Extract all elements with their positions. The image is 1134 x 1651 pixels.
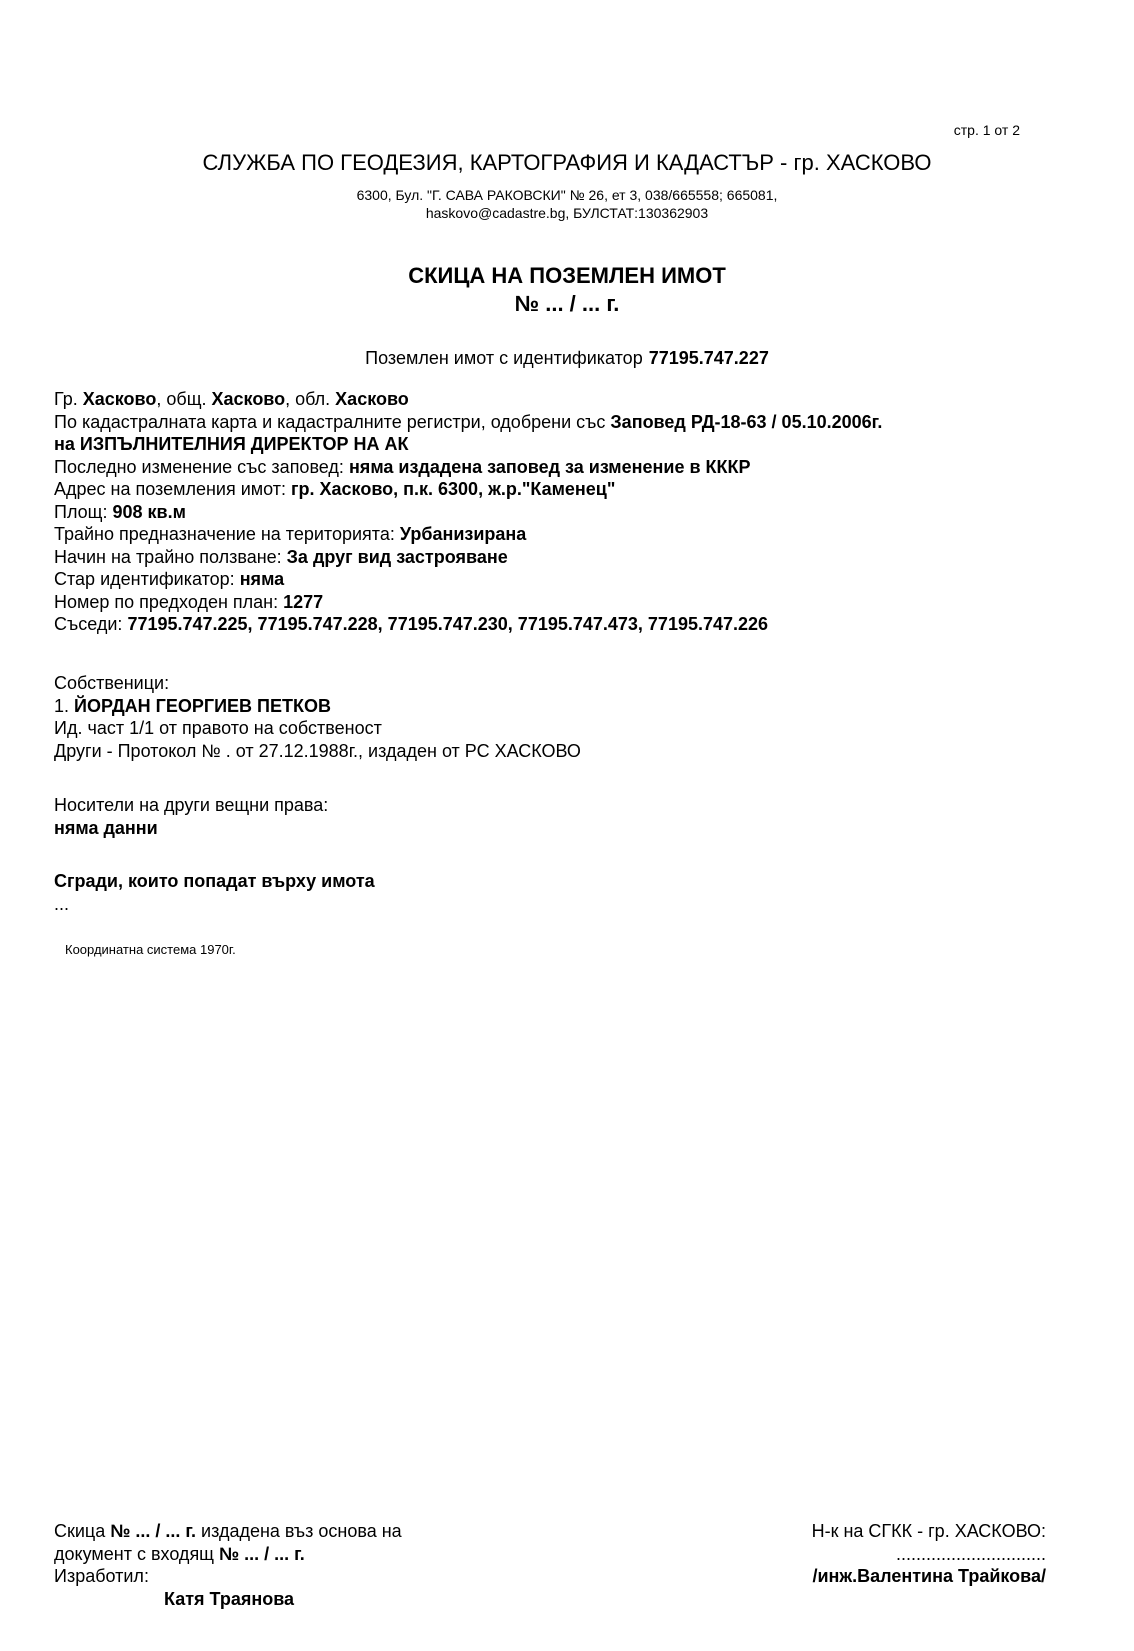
prepared-by-label: Изработил: [54, 1566, 149, 1586]
property-identifier [0, 348, 1134, 369]
usage-line [54, 546, 882, 569]
neighbours-label: Съседи: [54, 614, 128, 634]
owner-name: ЙОРДАН ГЕОРГИЕВ ПЕТКОВ [74, 695, 331, 716]
neighbours-line [54, 613, 882, 636]
owners-label: Собственици: [54, 673, 170, 693]
buildings-value: ... [54, 893, 70, 914]
incoming-doc-number: № ... / ... г. [219, 1543, 305, 1564]
owner-share: Ид. част 1/1 от правото на собственост [54, 718, 382, 738]
document-number: № ... / ... г. [514, 291, 620, 316]
address-line [54, 478, 882, 501]
owner-index: 1. [54, 695, 75, 716]
cadastre-order: Заповед РД-18-63 / 05.10.2006г. [610, 411, 883, 432]
area-value: 908 кв.м [112, 501, 186, 522]
footer-left [54, 1520, 402, 1610]
purpose-value: Урбанизирана [399, 524, 527, 544]
property-info [54, 388, 882, 636]
rights-value [54, 817, 328, 840]
sketch-basis-line [54, 1520, 402, 1543]
footer-right [812, 1520, 1046, 1588]
document-title: СКИЦА НА ПОЗЕМЛЕН ИМОТ [408, 263, 726, 288]
address-value: гр. Хасково, п.к. 6300, ж.р."Каменец" [291, 479, 616, 499]
organization-name: СЛУЖБА ПО ГЕОДЕЗИЯ, КАРТОГРАФИЯ И КАДАСТЪР - гр. ХАСКОВО [202, 150, 932, 175]
prev-plan-label: Номер по предходен план: [54, 591, 284, 612]
region-prefix: , обл. [285, 389, 336, 409]
owner-row [54, 695, 581, 718]
old-id-value: няма [239, 569, 285, 589]
chief-label: Н-к на СГКК - гр. ХАСКОВО: [811, 1521, 1046, 1541]
buildings-section [54, 870, 375, 915]
page-number: стр. 1 от 2 [953, 122, 1020, 138]
last-change-line [54, 456, 882, 479]
town-prefix: Гр. [54, 389, 83, 409]
chief-name-text: /инж.Валентина Трайкова/ [812, 1566, 1046, 1586]
last-change-label: Последно изменение със заповед: [54, 456, 349, 477]
signature-dots: .............................. [895, 1543, 1046, 1564]
prepared-by-name: Катя Траянова [164, 1588, 295, 1609]
address-label: Адрес на поземления имот: [54, 479, 292, 499]
usage-value: За друг вид застрояване [286, 546, 508, 567]
last-change-value: няма издадена заповед за изменение в КККР [348, 456, 751, 477]
buildings-label-text: Сгради, които попадат върху имота [54, 871, 375, 891]
issuer-line [54, 433, 882, 456]
area-line [54, 501, 882, 524]
address-line-2: haskovo@cadastre.bg, БУЛСТАТ:130362903 [425, 205, 709, 221]
organization-address [0, 186, 1134, 222]
purpose-label: Трайно предназначение на територията: [54, 524, 400, 544]
owners-section [54, 672, 581, 762]
cadastre-line [54, 411, 882, 434]
chief-name [812, 1565, 1046, 1588]
incoming-doc-line [54, 1543, 402, 1566]
area-label: Площ: [54, 501, 113, 522]
sketch-prefix: Скица [54, 1521, 111, 1541]
rights-label: Носители на други вещни права: [54, 795, 329, 815]
identifier-label: Поземлен имот с идентификатор [365, 348, 643, 368]
incoming-doc-prefix: документ с входящ [54, 1543, 219, 1564]
document-title-block [0, 262, 1134, 318]
old-id-label: Стар идентификатор: [54, 569, 240, 589]
sketch-suffix: издадена въз основа на [196, 1521, 402, 1541]
order-issuer: на ИЗПЪЛНИТЕЛНИЯ ДИРЕКТОР НА АК [54, 434, 409, 454]
address-line-1: 6300, Бул. "Г. САВА РАКОВСКИ" № 26, ет 3, 038/665558; 665081, [356, 187, 778, 203]
cadastre-label: По кадастралната карта и кадастралните регистри, одобрени със [54, 411, 611, 432]
old-id-line [54, 568, 882, 591]
prev-plan-line [54, 591, 882, 614]
owner-document: Други - Протокол № . от 27.12.1988г., издаден от РС ХАСКОВО [54, 740, 581, 761]
rights-section [54, 794, 328, 839]
region: Хасково [335, 389, 409, 409]
sketch-number: № ... / ... г. [110, 1521, 197, 1541]
purpose-line [54, 523, 882, 546]
prev-plan-value: 1277 [283, 591, 324, 612]
rights-value-text: няма данни [54, 817, 158, 838]
town: Хасково [82, 389, 157, 409]
neighbours-value: 77195.747.225, 77195.747.228, 77195.747.230, 77195.747.473, 77195.747.226 [127, 614, 769, 634]
municipality: Хасково [211, 389, 286, 409]
buildings-label [54, 870, 375, 893]
municipality-prefix: , общ. [156, 389, 212, 409]
identifier-value: 77195.747.227 [648, 348, 769, 368]
location-line [54, 388, 882, 411]
usage-label: Начин на трайно ползване: [54, 546, 287, 567]
coordinate-system: Координатна система 1970г. [65, 942, 236, 957]
